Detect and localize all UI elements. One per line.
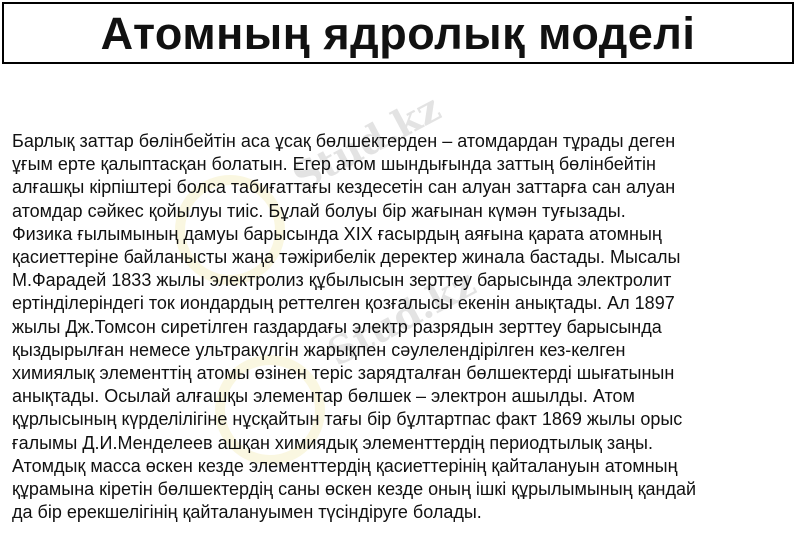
text-line: Барлық заттар бөлінбейтін аса ұсақ бөлшектерден – атомдардан тұрады деген [12,131,676,151]
watermark: Stud.kz [285,84,448,200]
text-line: алғашқы кірпіштері болса табиғаттағы кездесетін сан алуан заттарға сан алуан [12,177,676,198]
text-line: жылы Дж.Томсон сиретілген газдардағы электр разрядын зерттеу барысында [12,316,662,337]
watermark: Stud.kz [320,259,483,375]
text-line: қасиеттеріне байланысты жаңа тәжірибелік деректер жинала бастады. Мысалы [12,247,681,268]
text-line: Физика ғылымының дамуы барысында XIX ғасырдың аяғына қарата атомның [12,223,662,244]
text-line: Атомдық масса өскен кезде элементтердің қасиеттерінің қайталануын атомның [12,455,678,476]
text-line: да бір ерекшелігінің қайталануымен түсіндіруге болады. [12,502,482,523]
text-line: құрлысының күрделілігіне нұсқайтын тағы бір бұлтартпас факт 1869 жылы орыс [12,409,683,430]
title-box [2,2,794,64]
text-line: қыздырылған немесе ультракүлгін жарықпен сәулелендірілген кез-келген [12,339,626,360]
text-line: атомдар сәйкес қойылуы тиіс. Бұлай болуы бір жағынан күмән туғызады. [12,200,626,221]
text-line: М.Фарадей 1833 жылы электролиз құбылысын зерттеу барысында электролит [12,270,672,291]
text-line: анықтады. Осылай алғашқы элементар бөлшек – электрон ашылды. Атом [12,386,635,407]
text-line: химиялық элементтің атомы өзінен теріс зарядталған бөлшектерді шығатынын [12,363,675,384]
slide-title: Атомның ядролық моделі [100,7,696,59]
body-paragraph [12,130,794,524]
text-line: ғалымы Д.И.Менделеев ашқан химиядық элементтердің периодтылық заңы. [12,432,653,453]
text-line: ертінділеріндегі ток иондардың реттелген қозғалысы екенін анықтады. Ал 1897 [12,293,675,314]
text-line: ұғым ерте қалыптасқан болатын. Егер атом шындығында заттың бөлінбейтін [12,154,656,175]
text-line: құрамына кіретін бөлшектердің саны өскен кезде оның ішкі құрылымының қандай [12,479,697,500]
